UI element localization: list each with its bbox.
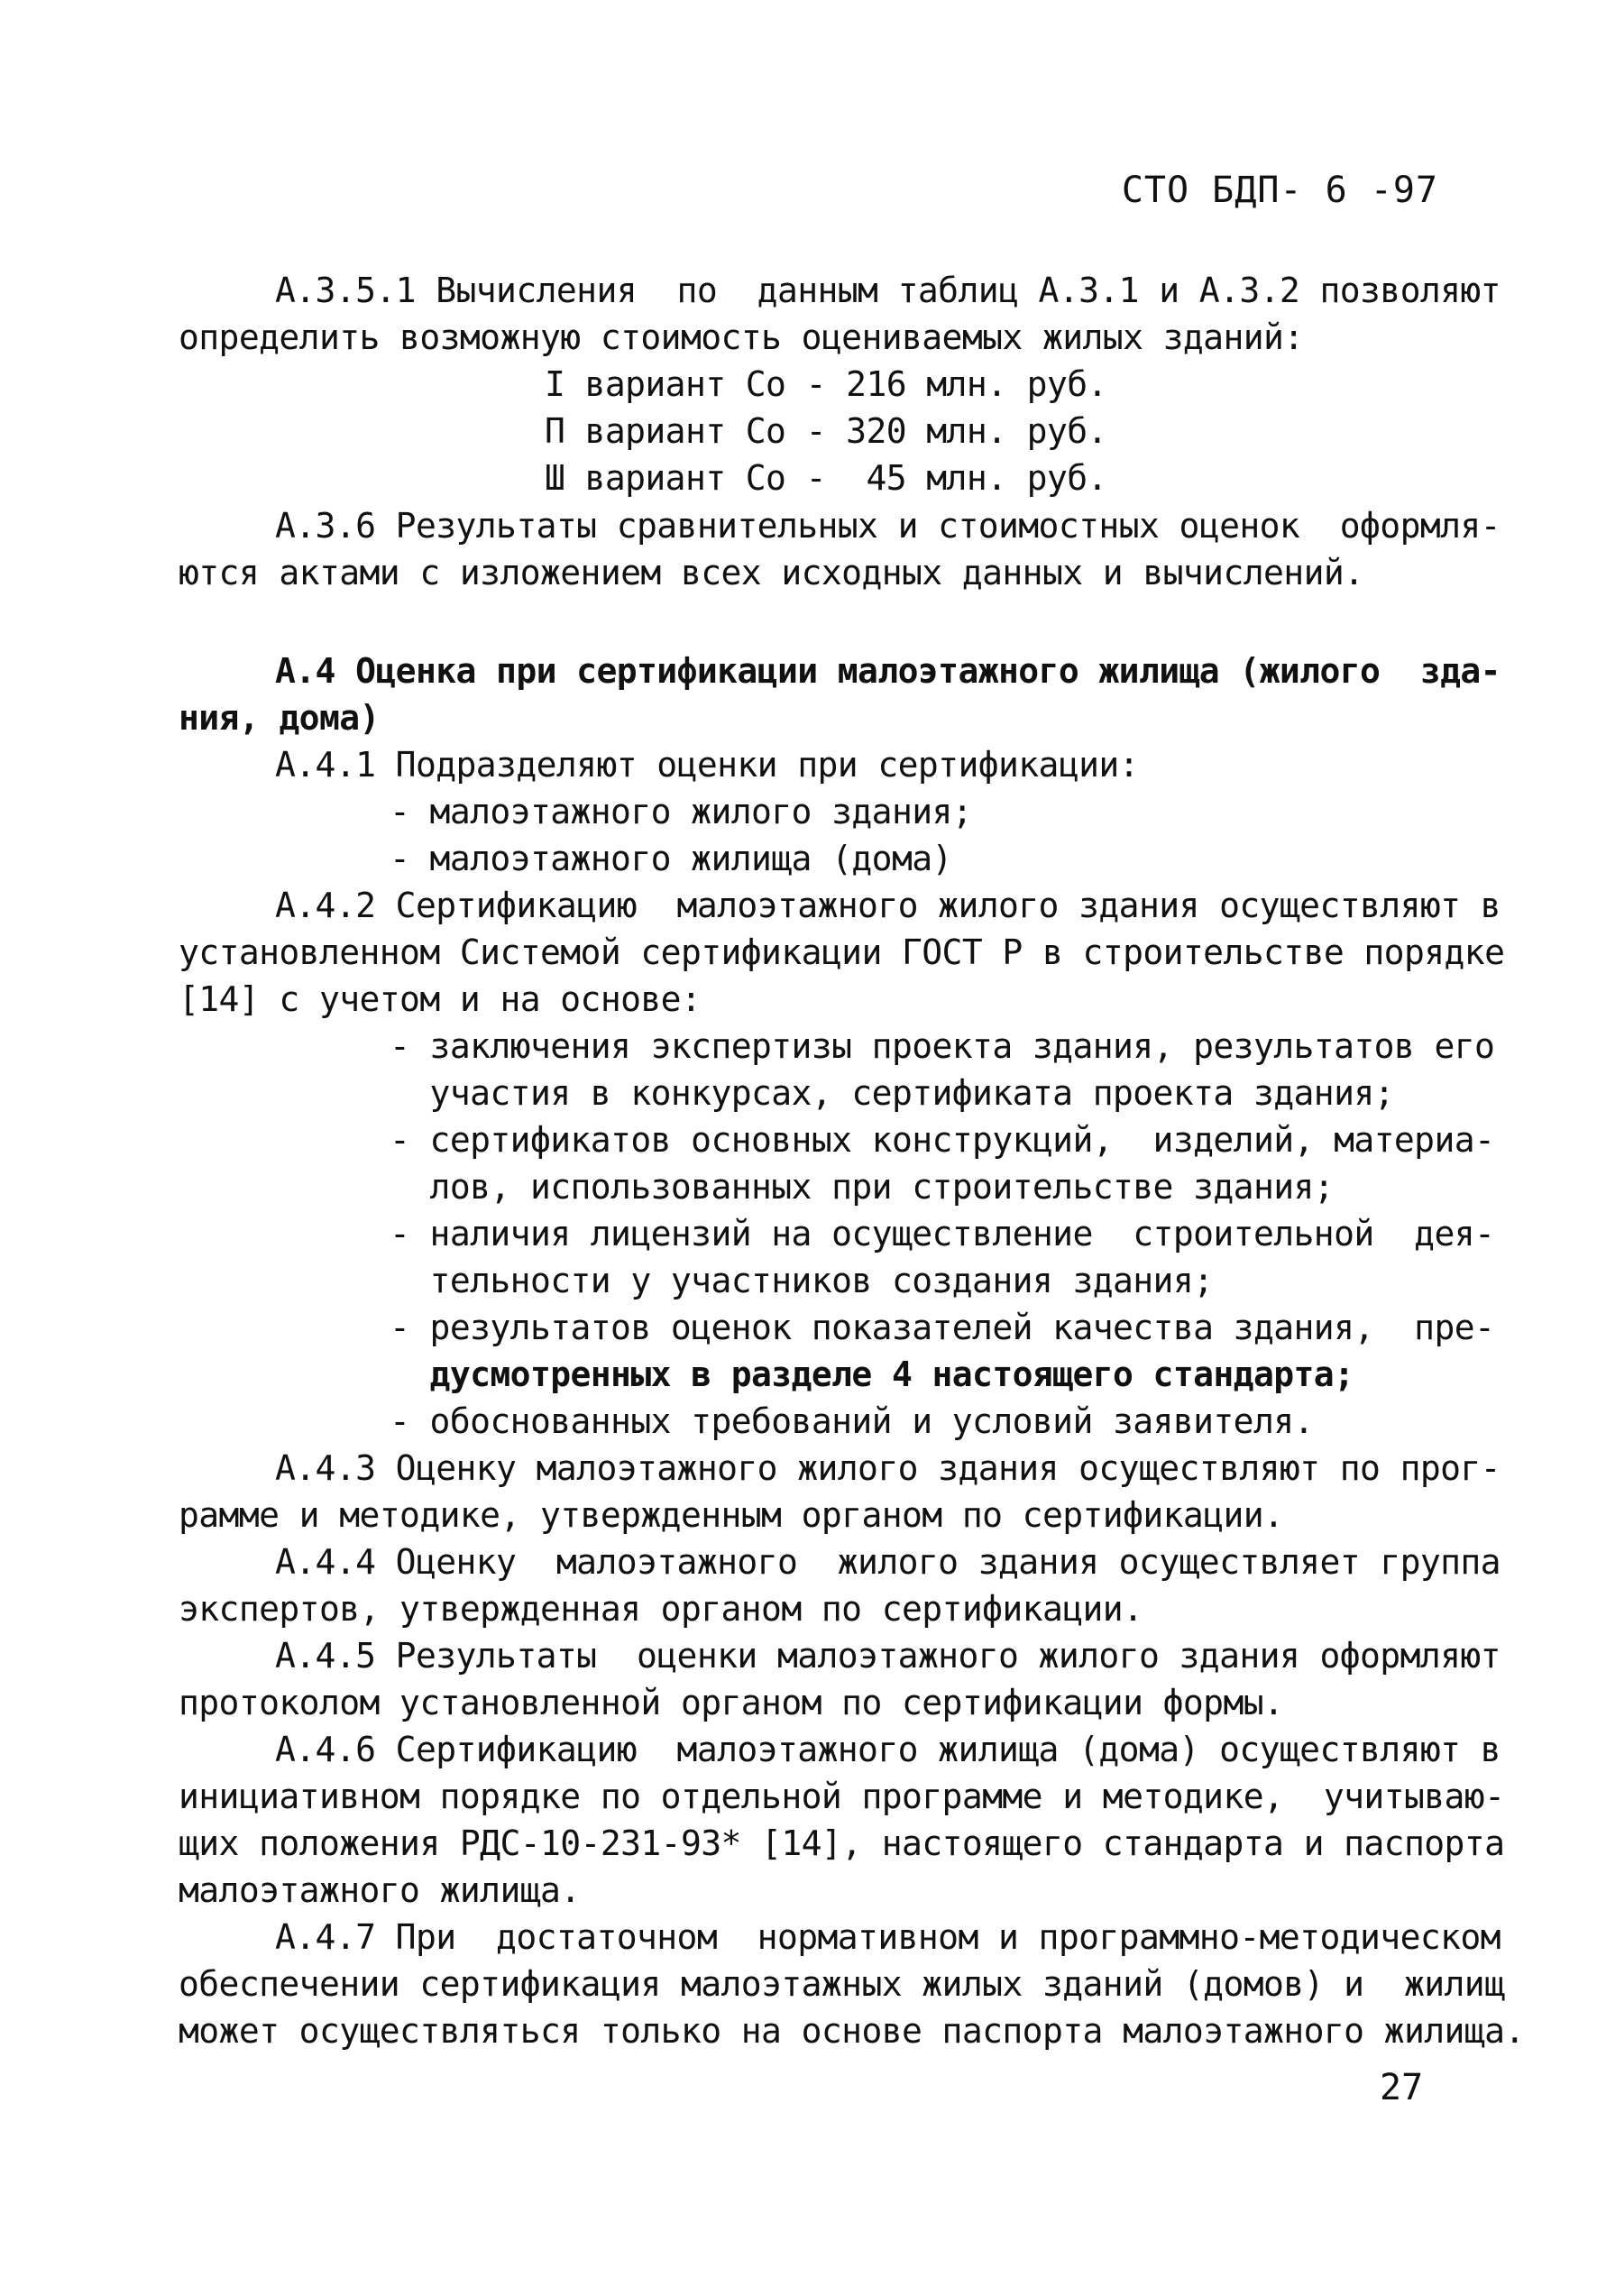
paragraph-a43-line1: А.4.3 Оценку малоэтажного жилого здания осуществляют по прог- [275, 1448, 1501, 1488]
list-item-a41-1: - малоэтажного жилого здания; [390, 792, 973, 831]
paragraph-a36-line2: ются актами с изложением всех исходных данных и вычислений. [179, 553, 1364, 592]
variant-line-2: П вариант Со - 320 млн. руб. [545, 411, 1107, 451]
paragraph-a41-line1: А.4.1 Подразделяют оценки при сертификации: [275, 745, 1139, 785]
section-a4-heading-line2: ния, дома) [179, 698, 380, 738]
paragraph-a44-line2: экспертов, утвержденная органом по сертификации. [179, 1589, 1143, 1629]
paragraph-a42-line3: [14] с учетом и на основе: [179, 979, 702, 1019]
paragraph-a47-line2: обеспечении сертификация малоэтажных жилых зданий (домов) и жилищ [179, 1964, 1505, 2004]
paragraph-a46-line2: инициативном порядке по отдельной программе и методике, учитываю- [179, 1777, 1505, 1816]
list-item-a42-3-cont: тельности у участников создания здания; [390, 1261, 1214, 1300]
list-item-a41-2: - малоэтажного жилища (дома) [390, 839, 952, 878]
section-a4-heading-line1: А.4 Оценка при сертификации малоэтажного жилища (жилого зда- [275, 651, 1501, 691]
list-item-a42-4: - результатов оценок показателей качества здания, пре- [390, 1308, 1495, 1347]
variant-line-3: Ш вариант Со - 45 млн. руб. [545, 458, 1107, 498]
paragraph-a47-line1: А.4.7 При достаточном нормативном и программно-методическом [275, 1917, 1501, 1957]
list-item-a42-2-cont: лов, использованных при строительстве здания; [390, 1167, 1335, 1207]
paragraph-a351-line2: определить возможную стоимость оцениваемых жилых зданий: [179, 317, 1304, 357]
paragraph-a36-line1: А.3.6 Результаты сравнительных и стоимостных оценок оформля- [275, 506, 1501, 546]
paragraph-a46-line1: А.4.6 Сертификацию малоэтажного жилища (дома) осуществляют в [275, 1730, 1501, 1769]
list-item-a42-2: - сертификатов основных конструкций, изделий, материа- [390, 1120, 1495, 1160]
paragraph-a47-line3: может осуществляться только на основе паспорта малоэтажного жилища. [179, 2011, 1525, 2051]
paragraph-a45-line1: А.4.5 Результаты оценки малоэтажного жилого здания оформляют [275, 1636, 1501, 1676]
page-number: 27 [1380, 2067, 1424, 2108]
list-item-a42-4-cont: дусмотренных в разделе 4 настоящего стандарта; [390, 1355, 1354, 1394]
paragraph-a351-line1: А.3.5.1 Вычисления по данным таблиц А.3.1 и А.3.2 позволяют [275, 271, 1501, 310]
paragraph-a46-line3: щих положения РДС-10-231-93* [14], настоящего стандарта и паспорта [179, 1823, 1505, 1863]
paragraph-a45-line2: протоколом установленной органом по сертификации формы. [179, 1683, 1284, 1722]
paragraph-a43-line2: рамме и методике, утвержденным органом по сертификации. [179, 1495, 1284, 1535]
document-code: СТО БДП- 6 -97 [1121, 170, 1438, 211]
list-item-a42-5: - обоснованных требований и условий заявителя. [390, 1401, 1314, 1441]
paragraph-a42-line2: установленном Системой сертификации ГОСТ Р в строительстве порядке [179, 932, 1505, 972]
variant-line-1: I вариант Со - 216 млн. руб. [545, 364, 1107, 404]
paragraph-a44-line1: А.4.4 Оценку малоэтажного жилого здания осуществляет группа [275, 1542, 1501, 1582]
list-item-a42-3: - наличия лицензий на осуществление строительной дея- [390, 1214, 1495, 1254]
list-item-a42-1-cont: участия в конкурсах, сертификата проекта здания; [390, 1073, 1394, 1113]
paragraph-a46-line4: малоэтажного жилища. [179, 1870, 581, 1910]
list-item-a42-1: - заключения экспертизы проекта здания, результатов его [390, 1026, 1495, 1066]
paragraph-a42-line1: А.4.2 Сертификацию малоэтажного жилого здания осуществляют в [275, 886, 1501, 925]
